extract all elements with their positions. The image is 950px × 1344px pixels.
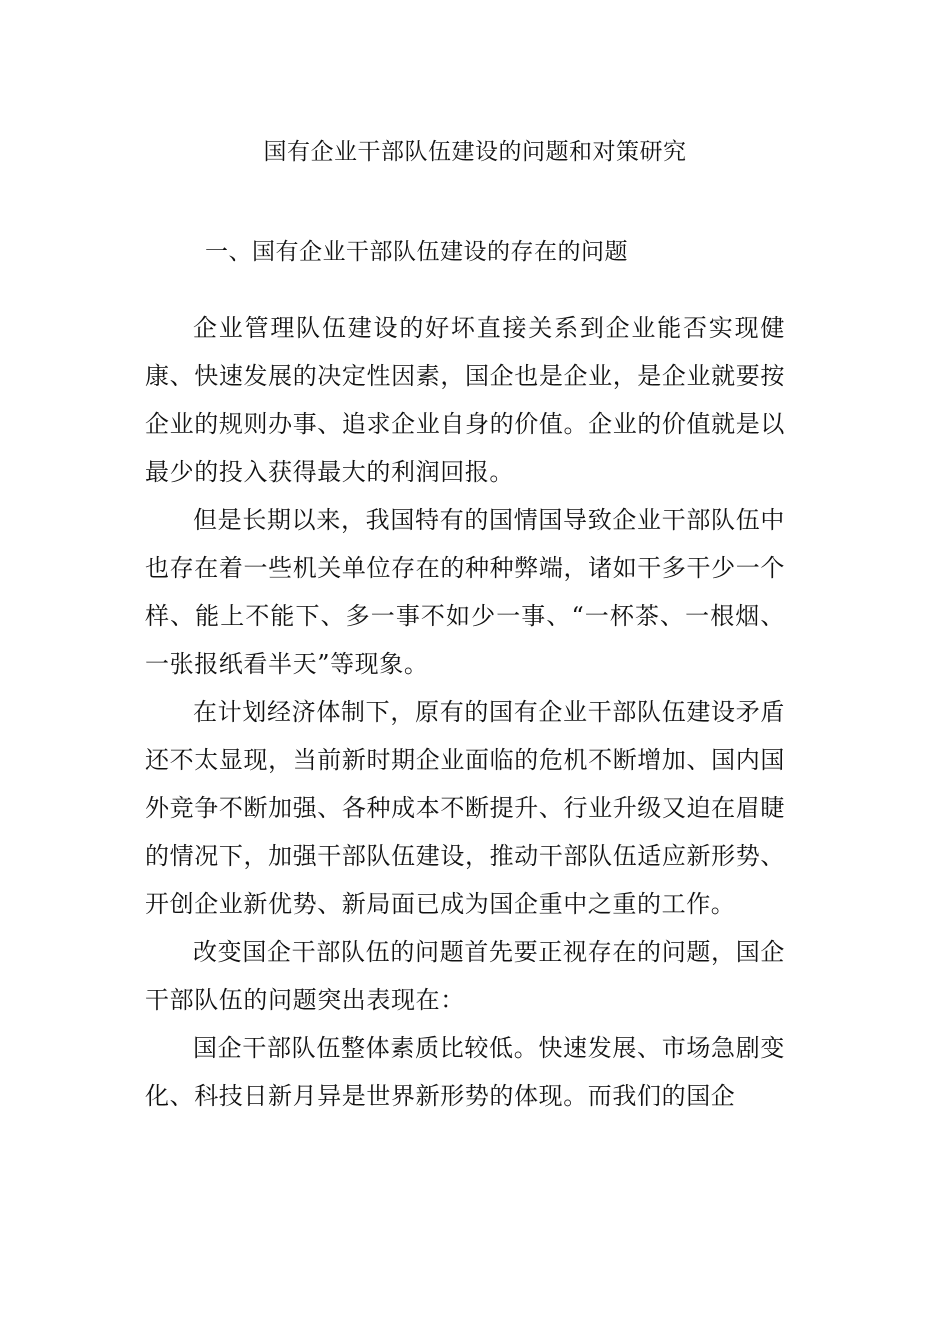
- document-body: [145, 304, 785, 1120]
- paragraph-1: 企业管理队伍建设的好坏直接关系到企业能否实现健康、快速发展的决定性因素，国企也是企业，是企业就要按企业的规则办事、追求企业自身的价值。企业的价值就是以最少的投入获得最大的利润回报。: [145, 314, 785, 486]
- paragraph-4: 改变国企干部队伍的问题首先要正视存在的问题，国企干部队伍的问题突出表现在：: [145, 938, 785, 1014]
- section-heading: 一、国有企业干部队伍建设的存在的问题: [205, 239, 628, 265]
- paragraph-5: 国企干部队伍整体素质比较低。快速发展、市场急剧变化、科技日新月异是世界新形势的体现。而我们的国企: [145, 1034, 785, 1110]
- document-title: 国有企业干部队伍建设的问题和对策研究: [263, 139, 687, 165]
- paragraph-3: 在计划经济体制下，原有的国有企业干部队伍建设矛盾还不太显现，当前新时期企业面临的危机不断增加、国内国外竞争不断加强、各种成本不断提升、行业升级又迫在眉睫的情况下，加强干部队伍建设，推动干部队伍适应新形势、开创企业新优势、新局面已成为国企重中之重的工作。: [145, 698, 785, 918]
- paragraph-2: 但是长期以来，我国特有的国情国导致企业干部队伍中也存在着一些机关单位存在的种种弊端，诸如干多干少一个样、能上不能下、多一事不如少一事、“一杯茶、一根烟、一张报纸看半天”等现象。: [145, 506, 785, 678]
